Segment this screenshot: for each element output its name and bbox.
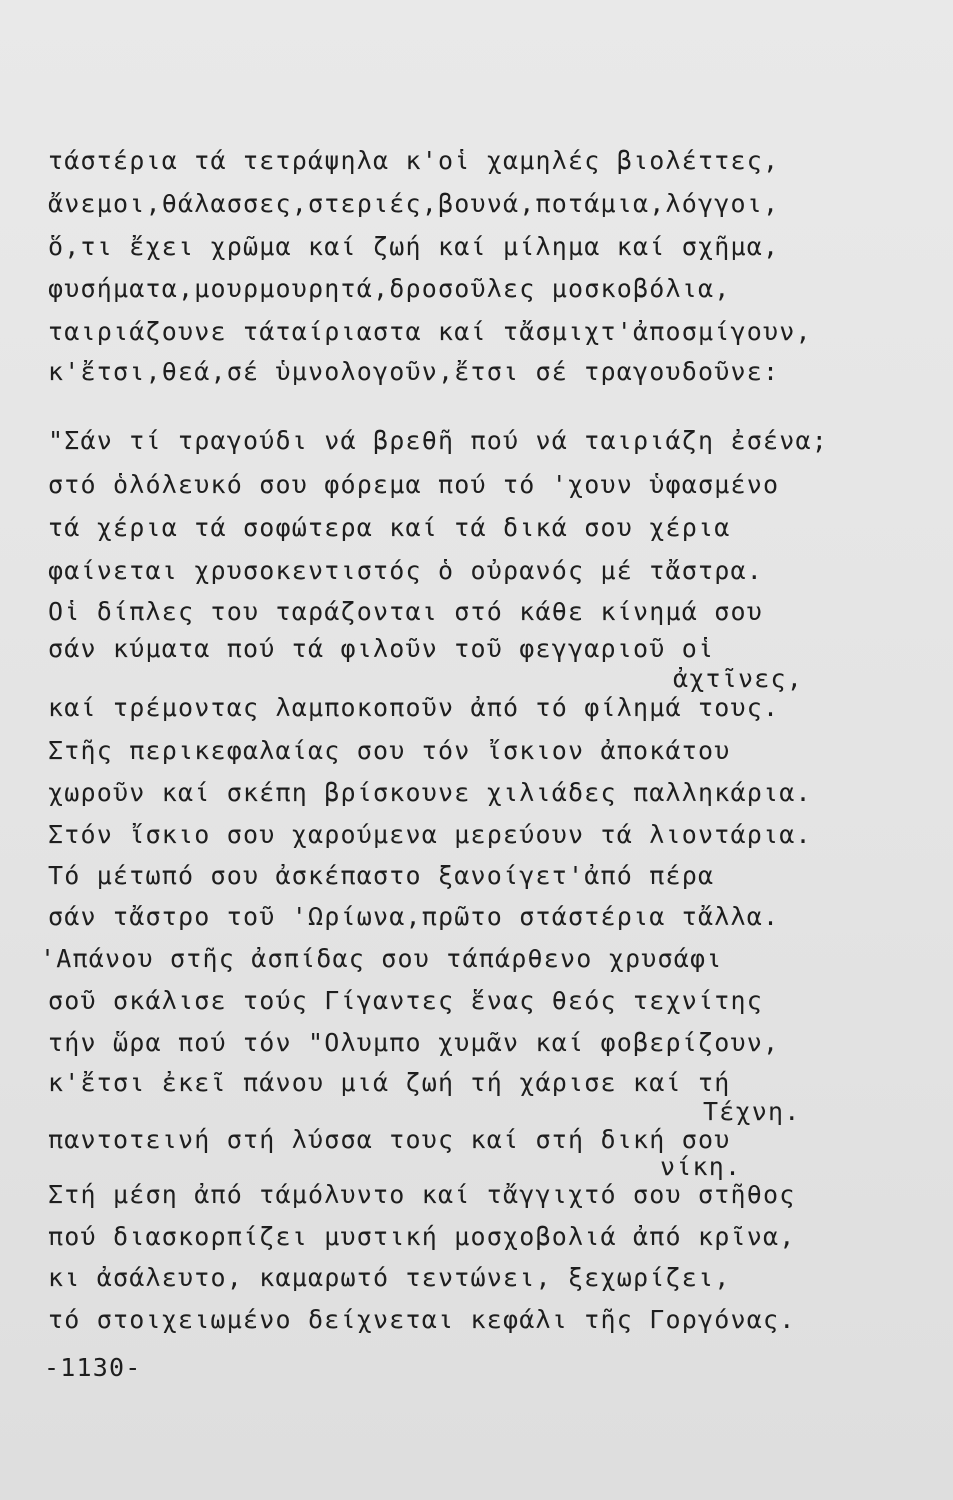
page-number: -1130-: [44, 1353, 142, 1382]
poem-line: ὅ,τι ἔχει χρῶμα καί ζωή καί μίλημα καί σχῆμα,: [48, 232, 780, 261]
poem-line: σάν κύματα πού τά φιλοῦν τοῦ φεγγαριοῦ οἱ: [48, 634, 715, 663]
poem-line-continuation: ἀχτῖνες,: [673, 664, 804, 693]
poem-line: Στόν ἴσκιο σου χαρούμενα μερεύουν τά λιοντάρια.: [48, 820, 812, 849]
poem-line: κ'ἔτσι ἐκεῖ πάνου μιά ζωή τή χάρισε καί τή: [48, 1068, 731, 1097]
poem-line: Τό μέτωπό σου ἀσκέπαστο ξανοίγετ'ἀπό πέρα: [48, 861, 715, 890]
poem-line: χωροῦν καί σκέπη βρίσκουνε χιλιάδες παλληκάρια.: [48, 778, 812, 807]
poem-line: τά χέρια τά σοφώτερα καί τά δικά σου χέρια: [48, 513, 731, 542]
poem-line: ταιριάζουνε τάταίριαστα καί τἄσμιχτ'ἀποσμίγουν,: [48, 317, 812, 346]
poem-line: τήν ὥρα πού τόν "Ολυμπο χυμᾶν καί φοβερίζουν,: [48, 1028, 780, 1057]
poem-line: Στή μέση ἀπό τάμόλυντο καί τἄγγιχτό σου στῆθος: [48, 1180, 796, 1209]
poem-text: [40, 0, 928, 1334]
poem-line: ἄνεμοι,θάλασσες,στεριές,βουνά,ποτάμια,λόγγοι,: [48, 189, 780, 218]
poem-line: Στῆς περικεφαλαίας σου τόν ἴσκιον ἀποκάτου: [48, 736, 731, 765]
poem-line: τάστέρια τά τετράψηλα κ'οἱ χαμηλές βιολέττες,: [48, 146, 780, 175]
poem-line: Οἱ δίπλες του ταράζονται στό κάθε κίνημά σου: [48, 597, 764, 626]
poem-line: παντοτεινή στή λύσσα τους καί στή δική σου: [48, 1125, 731, 1154]
poem-line: τό στοιχειωμένο δείχνεται κεφάλι τῆς Γοργόνας.: [48, 1305, 796, 1334]
poem-line: σάν τἄστρο τοῦ 'Ωρίωνα,πρῶτο στάστέρια τἄλλα.: [48, 902, 780, 931]
poem-line: κι ἀσάλευτο, καμαρωτό τεντώνει, ξεχωρίζει,: [48, 1263, 731, 1292]
poem-line-continuation: Τέχνη.: [703, 1097, 801, 1126]
poem-line: 'Απάνου στῆς ἀσπίδας σου τάπάρθενο χρυσάφι: [40, 944, 723, 973]
poem-line: φυσήματα,μουρμουρητά,δροσοῦλες μοσκοβόλια,: [48, 274, 731, 303]
poem-line: σοῦ σκάλισε τούς Γίγαντες ἕνας θεός τεχνίτης: [48, 986, 764, 1015]
poem-line-continuation: νίκη.: [660, 1152, 742, 1181]
poem-line: φαίνεται χρυσοκεντιστός ὁ οὐρανός μέ τἄστρα.: [48, 556, 764, 585]
poem-line: "Σάν τί τραγούδι νά βρεθῆ πού νά ταιριάζη ἐσένα;: [48, 426, 829, 455]
poem-line: πού διασκορπίζει μυστική μοσχοβολιά ἀπό κρῖνα,: [48, 1222, 796, 1251]
poem-line: στό ὁλόλευκό σου φόρεμα πού τό 'χουν ὑφασμένο: [48, 470, 780, 499]
poem-line: καί τρέμοντας λαμποκοποῦν ἀπό τό φίλημά τους.: [48, 693, 780, 722]
poem-line: κ'ἔτσι,θεά,σέ ὑμνολογοῦν,ἔτσι σέ τραγουδοῦνε:: [48, 357, 780, 386]
